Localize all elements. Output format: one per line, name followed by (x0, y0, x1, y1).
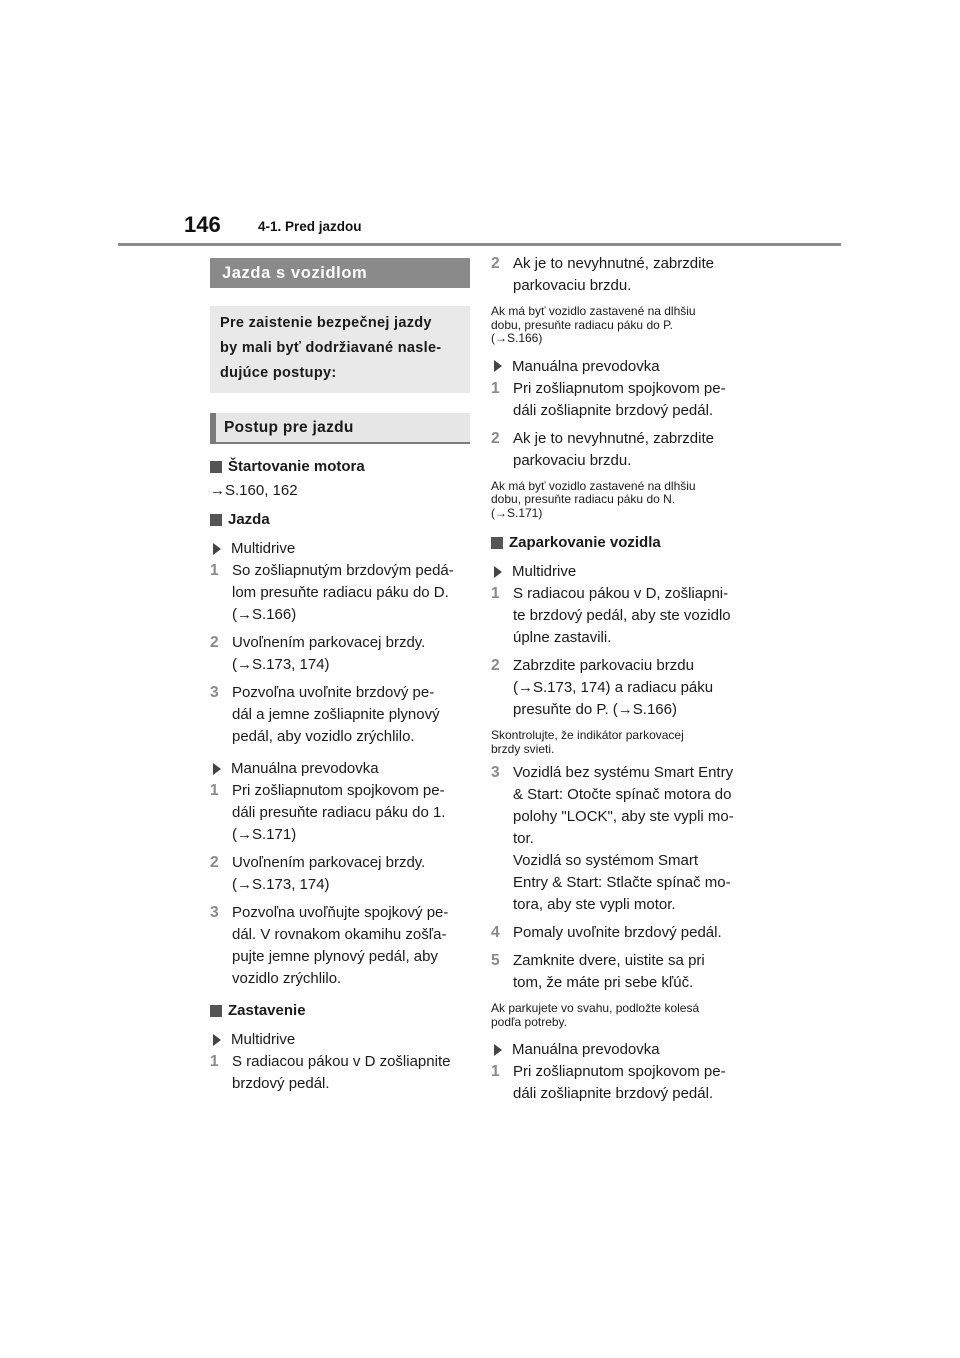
step-list (491, 762, 761, 994)
step-number: 5 (491, 952, 500, 969)
step-text: Ak je to nevyhnutné, zabrzdite parkovaciu brzdu. (513, 429, 714, 469)
heading-start (210, 458, 470, 475)
page-number: 146 (184, 212, 221, 237)
note-line: Ak parkujete vo svahu, podložte kolesá (491, 1001, 700, 1015)
step-list (491, 253, 761, 297)
note-line: (→S.171) (491, 505, 543, 520)
step-text: S radiacou pákou v D zošliapnite brzdový pedál. (232, 1053, 451, 1092)
page-reference: →S.160, 162 (210, 482, 298, 499)
step-number: 2 (491, 657, 500, 674)
step-text: Pozvoľna uvoľňujte spojkový pe- dál. V rovnakom okamihu zošľa- pujte jemne plynový pedál, aby vozidlo zrýchlilo. (232, 904, 449, 987)
step-text: Pri zošliapnutom spojkovom pe- dáli zošliapnite brzdový pedál. (513, 379, 726, 419)
header-divider (118, 243, 841, 246)
section-title: 4-1. Pred jazdou (258, 219, 362, 234)
note (491, 480, 761, 521)
subheading-text: Manuálna prevodovka (512, 1041, 660, 1058)
step-text: Zabrzdite parkovaciu brzdu (→S.173, 174) a radiacu páku presuňte do P. (→S.166) (513, 657, 714, 718)
step-number: 3 (210, 684, 219, 701)
square-bullet-icon (491, 537, 503, 549)
note-line: brzdy svieti. (491, 741, 555, 756)
note-line: Ak má byť vozidlo zastavené na dlhšiu (491, 478, 696, 493)
step-number: 1 (491, 1063, 500, 1080)
step-text: Uvoľnením parkovacej brzdy. (→S.173, 174) (232, 854, 426, 893)
step-text: Pozvoľna uvoľnite brzdový pe- dál a jemne zošliapnite plynový pedál, aby vozidlo zrýchlilo. (232, 684, 440, 745)
heading-text: Štartovanie motora (228, 458, 365, 475)
step-list (210, 560, 470, 748)
subheading-multidrive (491, 563, 761, 580)
triangle-bullet-icon (494, 360, 502, 372)
heading-text: Zastavenie (228, 1002, 306, 1019)
step-item (210, 902, 470, 990)
step-item (210, 632, 470, 676)
heading-text: Zaparkovanie vozidla (509, 534, 661, 551)
chapter-band: Jazda s vozidlom (210, 258, 470, 288)
square-bullet-icon (210, 461, 222, 473)
note-line: dobu, presuňte radiacu páku do P. (491, 317, 673, 332)
step-number: 2 (491, 429, 500, 447)
step-text: Ak je to nevyhnutné, zabrzdite parkovaciu brzdu. (513, 255, 714, 294)
step-number: 4 (491, 924, 500, 941)
step-text: Uvoľnením parkovacej brzdy. (→S.173, 174) (232, 634, 426, 673)
triangle-bullet-icon (213, 763, 221, 775)
subheading-text: Manuálna prevodovka (231, 760, 379, 777)
subheading-text: Multidrive (231, 540, 296, 557)
step-list (491, 1061, 761, 1105)
step-item (210, 852, 470, 896)
note-line: (→S.166) (491, 331, 543, 345)
left-column (210, 258, 470, 1101)
note-line: dobu, presuňte radiacu páku do N. (491, 492, 676, 506)
step-list (210, 1051, 470, 1095)
triangle-bullet-icon (494, 566, 502, 578)
note-line: Ak má byť vozidlo zastavené na dlhšiu (491, 304, 696, 318)
step-number: 1 (210, 1053, 219, 1070)
step-number: 1 (491, 379, 500, 397)
step-text: Zamknite dvere, uistite sa pri tom, že máte pri sebe kľúč. (513, 952, 705, 991)
step-number: 1 (210, 782, 219, 799)
square-bullet-icon (210, 514, 222, 526)
step-item (491, 378, 761, 422)
triangle-bullet-icon (213, 543, 221, 555)
step-item (210, 780, 470, 846)
subheading-multidrive (210, 540, 470, 557)
heading-drive (210, 511, 470, 528)
subheading-manual (491, 358, 761, 375)
step-list (491, 583, 761, 721)
intro-line: Pre zaistenie bezpečnej jazdy (220, 315, 432, 331)
step-text: Pomaly uvoľnite brzdový pedál. (513, 924, 722, 941)
subheading-text: Multidrive (231, 1031, 296, 1048)
step-text: Vozidlá bez systému Smart Entry & Start: Otočte spínač motora do polohy "LOCK", aby ste vypli mo- tor. Vozidlá so systémom Smart Entry & Start: Stlačte spínač mo- tora, aby ste vypli motor. (513, 764, 734, 913)
step-number: 1 (210, 562, 219, 579)
subheading-text: Manuálna prevodovka (512, 357, 660, 375)
right-column (491, 253, 761, 1111)
step-item (491, 253, 761, 297)
step-number: 3 (210, 904, 219, 921)
step-item (491, 922, 761, 944)
step-list (210, 780, 470, 990)
step-item (210, 682, 470, 748)
step-item (491, 583, 761, 649)
square-bullet-icon (210, 1005, 222, 1017)
note-line: Skontrolujte, že indikátor parkovacej (491, 728, 684, 742)
intro-line: dujúce postupy: (220, 365, 337, 381)
subheading-manual (491, 1041, 761, 1058)
step-text: S radiacou pákou v D, zošliapni- te brzdový pedál, aby ste vozidlo úplne zastavili. (513, 585, 731, 646)
subheading-multidrive (210, 1031, 470, 1048)
heading-text: Jazda (228, 511, 270, 528)
heading-stop (210, 1002, 470, 1019)
note (491, 1002, 761, 1029)
step-item (491, 950, 761, 994)
step-number: 3 (491, 764, 500, 781)
subheading-text: Multidrive (512, 563, 577, 580)
note (491, 729, 761, 756)
step-item (210, 1051, 470, 1095)
subheading-manual (210, 760, 470, 777)
step-item (491, 428, 761, 472)
intro-box (210, 306, 470, 393)
step-item (491, 655, 761, 721)
triangle-bullet-icon (494, 1044, 502, 1056)
step-item (491, 1061, 761, 1105)
triangle-bullet-icon (213, 1034, 221, 1046)
step-text: So zošliapnutým brzdovým pedá- lom presuňte radiacu páku do D. (→S.166) (232, 562, 454, 623)
step-item (210, 560, 470, 626)
step-text: Pri zošliapnutom spojkovom pe- dáli zošliapnite brzdový pedál. (513, 1063, 726, 1102)
heading-park (491, 534, 761, 551)
intro-line: by mali byť dodržiavané nasle- (220, 340, 442, 356)
step-number: 2 (491, 255, 500, 272)
step-text: Pri zošliapnutom spojkovom pe- dáli presuňte radiacu páku do 1. (→S.171) (232, 782, 446, 843)
step-number: 2 (210, 634, 219, 651)
note (491, 305, 761, 346)
step-number: 2 (210, 854, 219, 871)
step-list (491, 378, 761, 472)
step-number: 1 (491, 585, 500, 602)
procedure-band: Postup pre jazdu (210, 413, 470, 444)
step-item (491, 762, 761, 916)
note-line: podľa potreby. (491, 1014, 567, 1029)
